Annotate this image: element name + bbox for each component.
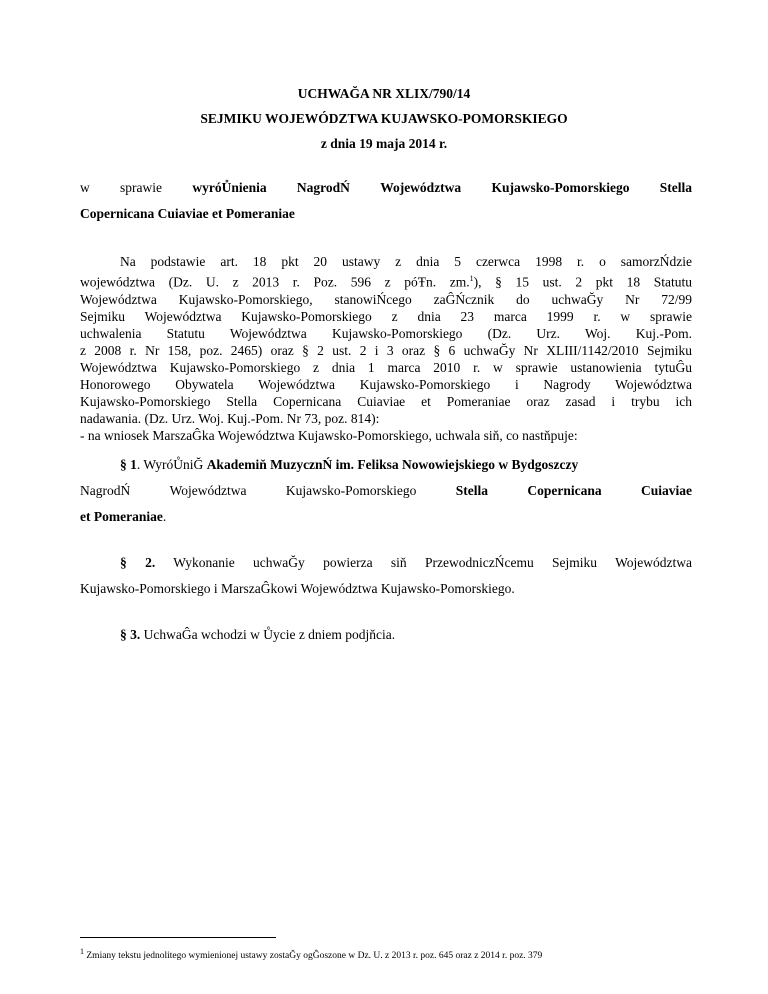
paragraph-word: Stella: [455, 483, 489, 498]
preamble-line: Kujawsko-Pomorskiego Stella Copernicana Cuiaviae et Pomeraniae oraz zasad i trybu ich: [80, 393, 692, 409]
preamble-line: Honorowego Obywatela Województwa Kujawsko-Pomorskiego i Nagrody Województwa: [80, 376, 692, 392]
paragraph-word: NagrodŃ: [80, 483, 131, 498]
paragraph-word: et Pomeraniae: [80, 509, 163, 524]
subject-word: w: [80, 180, 90, 195]
preamble-line: Sejmiku Województwa Kujawsko-Pomorskiego z dnia 23 marca 1999 r. w sprawie: [80, 308, 692, 324]
subject-line-1: [80, 180, 692, 196]
paragraph-word: Kujawsko-Pomorskiego: [285, 483, 417, 498]
subject-word: wyróŮnienia: [192, 180, 267, 195]
paragraph-text: UchwaĜa wchodzi w Ůycie z dniem podjňcia.: [143, 627, 396, 642]
paragraph-2-line-1: [80, 555, 692, 571]
resolution-date: z dnia 19 maja 2014 r.: [320, 136, 448, 151]
paragraph-word: .: [162, 509, 167, 524]
subject-word: NagrodŃ: [296, 180, 350, 195]
subject-line-2: Copernicana Cuiaviae et Pomeraniae: [80, 206, 295, 221]
paragraph-text: Wykonanie uchwaĞy powierza siň PrzewodniczŃcemu Sejmiku Województwa: [173, 555, 692, 570]
preamble-line: z 2008 r. Nr 158, poz. 2465) oraz § 2 ust. 2 i 3 oraz § 6 uchwaĞy Nr XLIII/1142/2010 Sejmiku: [80, 342, 692, 358]
preamble-line: uchwalenia Statutu Województwa Kujawsko-Pomorskiego (Dz. Urz. Woj. Kuj.-Pom.: [80, 325, 692, 341]
preamble-line: nadawania. (Dz. Urz. Woj. Kuj.-Pom. Nr 73, poz. 814):: [80, 410, 380, 426]
preamble: [80, 253, 692, 444]
awardee-name: Akademiň MuzycznŃ im. Feliksa Nowowiejskiego w Bydgoszczy: [206, 457, 579, 472]
paragraph-1-line-3: [80, 509, 692, 525]
paragraph-1-line-1: [80, 457, 692, 473]
footnote-mark: 1: [80, 947, 84, 956]
resolution-issuer: SEJMIKU WOJEWÓDZTWA KUJAWSKO-POMORSKIEGO: [200, 111, 568, 126]
paragraph-text: . WyróŮniĞ: [136, 457, 204, 472]
preamble-line: Województwa Kujawsko-Pomorskiego, stanowiŃcego zaĜŃcznik do uchwaĞy Nr 72/99: [80, 291, 692, 307]
footnote-ref: 1: [469, 274, 474, 283]
paragraph-1-line-2: [80, 483, 692, 499]
footnote: [80, 947, 720, 961]
paragraph-number: § 3.: [120, 627, 141, 642]
paragraph-3: [80, 627, 692, 643]
paragraph-2-line-2: Kujawsko-Pomorskiego i MarszaĜkowi Województwa Kujawsko-Pomorskiego.: [80, 581, 515, 596]
preamble-line: - na wniosek MarszaĜka Województwa Kujawsko-Pomorskiego, uchwala siň, co nastňpuje:: [80, 427, 578, 443]
footnote-divider: [80, 937, 276, 938]
footnote-text: Zmiany tekstu jednolitego wymienionej ustawy zostaĞy ogĜoszone w Dz. U. z 2013 r. poz. 645 oraz z 2014 r. poz. 379: [86, 951, 543, 962]
subject-word: sprawie: [120, 180, 163, 195]
paragraph-number: § 1: [120, 457, 137, 472]
subject-word: Kujawsko-Pomorskiego: [491, 180, 630, 195]
preamble-line: Na podstawie art. 18 pkt 20 ustawy z dnia 5 czerwca 1998 r. o samorzŃdzie: [120, 254, 692, 269]
subject-word: Stella: [659, 180, 693, 195]
paragraph-word: Województwa: [169, 483, 247, 498]
paragraph-word: Cuiaviae: [641, 483, 693, 498]
preamble-line: województwa (Dz. U. z 2013 r. Poz. 596 z póŦn. zm.$^1$), § 15 ust. 2 pkt 18 Statutu: [80, 274, 692, 290]
resolution-title: UCHWAĞA NR XLIX/790/14: [297, 86, 471, 101]
preamble-line: Województwa Kujawsko-Pomorskiego z dnia 1 marca 2010 r. w sprawie ustanowienia tytuĜu: [80, 359, 692, 375]
paragraph-number: § 2.: [120, 555, 156, 570]
paragraph-word: Copernicana: [527, 483, 602, 498]
subject-word: Województwa: [380, 180, 462, 195]
